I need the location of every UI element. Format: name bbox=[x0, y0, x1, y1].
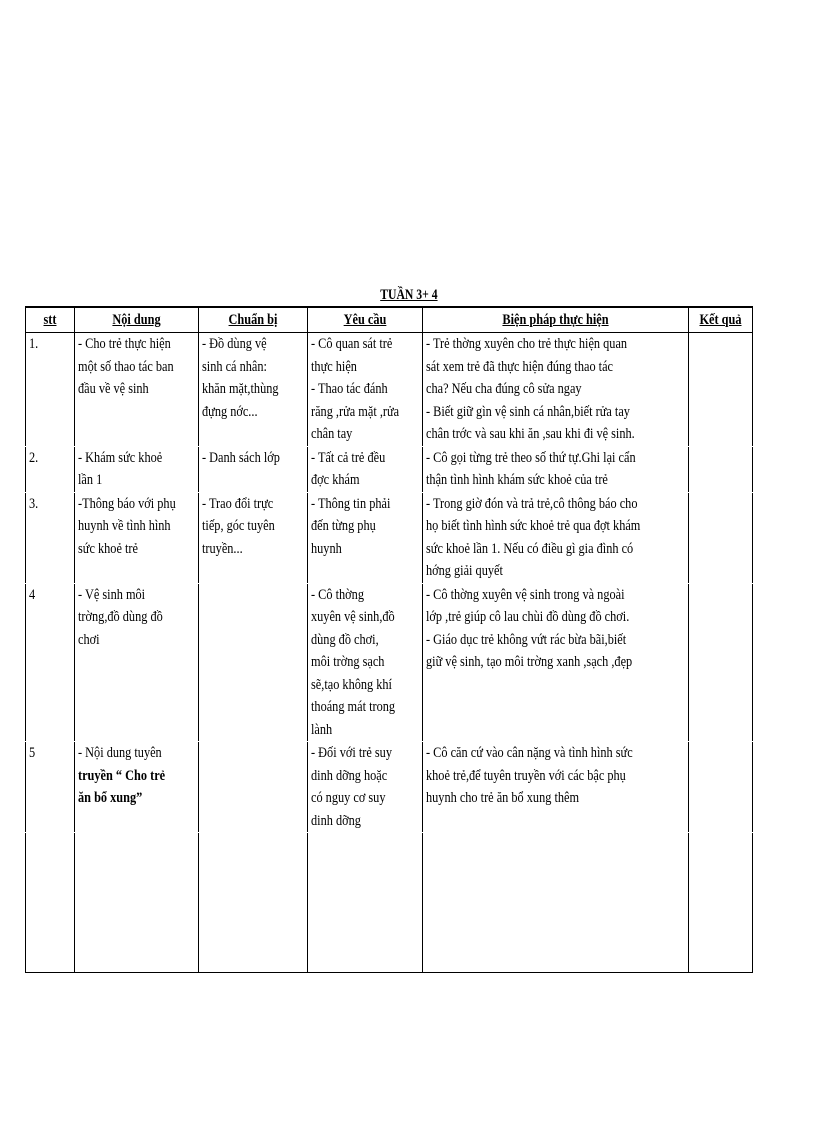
header-stt: stt bbox=[26, 307, 75, 333]
week-title: TUẦN 3+ 4 bbox=[380, 287, 438, 303]
cell-line: chân trớc và sau khi ăn ,sau khi đi vệ sinh. bbox=[426, 426, 635, 442]
cell-line: truyền... bbox=[202, 540, 243, 557]
header-result: Kết quả bbox=[689, 307, 753, 333]
cell-text: 5 bbox=[29, 745, 36, 761]
cell-line: sẽ,tạo không khí bbox=[311, 676, 392, 693]
table-row bbox=[26, 333, 753, 447]
cell-line: sức khoẻ lần 1. Nếu có điều gì gia đình có bbox=[426, 540, 634, 557]
cell-line: thoáng mát trong bbox=[311, 699, 396, 715]
cell-line: dinh dỡng bbox=[311, 812, 361, 829]
cell-result bbox=[689, 583, 753, 742]
cell-line: tiếp, góc tuyên bbox=[202, 518, 275, 534]
cell-line: - Đối với trẻ suy bbox=[311, 745, 392, 761]
cell-requirement bbox=[308, 583, 423, 742]
cell-line: lần 1 bbox=[78, 472, 103, 488]
cell-line: môi trờng sạch bbox=[311, 654, 385, 670]
cell-text: 3. bbox=[29, 495, 39, 512]
cell-stt bbox=[26, 742, 75, 833]
cell-line: - Tất cả trẻ đều bbox=[311, 449, 386, 466]
cell-line: trờng,đồ dùng đồ bbox=[78, 609, 163, 625]
activity-plan-table bbox=[25, 306, 753, 973]
cell-line: huynh cho trẻ ăn bổ xung thêm bbox=[426, 790, 580, 806]
cell-content bbox=[75, 333, 199, 447]
cell-method bbox=[423, 583, 689, 742]
cell-line: chân tay bbox=[311, 426, 353, 442]
cell-line: - Cô quan sát trẻ bbox=[311, 336, 393, 352]
cell-line: thực hiện bbox=[311, 358, 357, 375]
table-row bbox=[26, 583, 753, 742]
cell-prep bbox=[199, 333, 308, 447]
cell-line: huynh bbox=[311, 540, 342, 557]
cell-stt bbox=[26, 333, 75, 447]
cell-line: lành bbox=[311, 721, 333, 738]
cell-prep bbox=[199, 583, 308, 742]
table-row bbox=[26, 446, 753, 492]
cell-line: một số thao tác ban bbox=[78, 358, 174, 375]
cell-stt bbox=[26, 492, 75, 583]
cell-line: có nguy cơ suy bbox=[311, 790, 386, 806]
header-row bbox=[26, 307, 753, 333]
empty-cell bbox=[26, 833, 75, 973]
cell-text: 4 bbox=[29, 586, 36, 603]
table-row bbox=[26, 492, 753, 583]
cell-text: 1. bbox=[29, 336, 39, 352]
cell-text: 2. bbox=[29, 449, 39, 466]
cell-prep bbox=[199, 742, 308, 833]
cell-requirement bbox=[308, 446, 423, 492]
cell-line: - Giáo dục trẻ không vứt rác bừa bãi,biết bbox=[426, 631, 627, 648]
cell-content bbox=[75, 742, 199, 833]
empty-cell bbox=[75, 833, 199, 973]
header-prep: Chuẩn bị bbox=[199, 307, 308, 333]
cell-line: - Thao tác đánh bbox=[311, 381, 388, 397]
cell-content bbox=[75, 446, 199, 492]
cell-line: -Thông báo với phụ bbox=[78, 495, 176, 512]
cell-line: - Vệ sinh môi bbox=[78, 586, 146, 603]
cell-line: hớng giải quyết bbox=[426, 563, 503, 579]
cell-line: dùng đồ chơi, bbox=[311, 631, 379, 648]
cell-line: dinh dỡng hoặc bbox=[311, 767, 388, 784]
cell-line: - Đồ dùng vệ bbox=[202, 336, 267, 352]
empty-cell bbox=[308, 833, 423, 973]
cell-line: - Cô căn cứ vào cân nặng và tình hình sức bbox=[426, 745, 633, 761]
cell-requirement bbox=[308, 742, 423, 833]
cell-line: - Cô thờng xuyên vệ sinh trong và ngoài bbox=[426, 586, 625, 603]
cell-line: sức khoẻ trẻ bbox=[78, 540, 138, 557]
cell-method bbox=[423, 333, 689, 447]
cell-line: - Cô thờng bbox=[311, 586, 364, 603]
cell-method bbox=[423, 446, 689, 492]
cell-line: đợc khám bbox=[311, 472, 360, 488]
cell-requirement bbox=[308, 333, 423, 447]
cell-prep bbox=[199, 446, 308, 492]
cell-line: giữ vệ sinh, tạo môi trờng xanh ,sạch ,đẹp bbox=[426, 654, 633, 670]
cell-stt bbox=[26, 446, 75, 492]
cell-line: đựng nớc... bbox=[202, 403, 258, 420]
cell-line: sát xem trẻ đã thực hiện đúng thao tác bbox=[426, 358, 614, 375]
header-content: Nội dung bbox=[75, 307, 199, 333]
cell-line: ăn bổ xung” bbox=[78, 790, 143, 806]
empty-cell bbox=[689, 833, 753, 973]
empty-cell bbox=[423, 833, 689, 973]
cell-line: - Cho trẻ thực hiện bbox=[78, 336, 171, 352]
cell-line: đến từng phụ bbox=[311, 518, 376, 534]
cell-method bbox=[423, 492, 689, 583]
cell-result bbox=[689, 333, 753, 447]
cell-requirement bbox=[308, 492, 423, 583]
cell-line: sinh cá nhân: bbox=[202, 358, 267, 375]
cell-line: huynh về tình hình bbox=[78, 518, 171, 534]
cell-line: họ biết tình hình sức khoẻ trẻ qua đợt khám bbox=[426, 518, 641, 534]
table-row bbox=[26, 742, 753, 833]
cell-line: - Trong giờ đón và trả trẻ,cô thông báo cho bbox=[426, 495, 638, 512]
cell-line: xuyên vệ sinh,đồ bbox=[311, 609, 395, 625]
cell-line: truyền “ Cho trẻ bbox=[78, 767, 166, 784]
cell-line: đầu về vệ sinh bbox=[78, 381, 149, 397]
cell-line: - Biết giữ gìn vệ sinh cá nhân,biết rửa tay bbox=[426, 403, 630, 420]
cell-line: - Danh sách lớp bbox=[202, 449, 280, 466]
cell-line: răng ,rửa mặt ,rửa bbox=[311, 403, 400, 420]
cell-line: lớp ,trẻ giúp cô lau chùi đồ dùng đồ chơi. bbox=[426, 609, 630, 625]
empty-cell bbox=[199, 833, 308, 973]
cell-content bbox=[75, 492, 199, 583]
cell-content bbox=[75, 583, 199, 742]
cell-result bbox=[689, 446, 753, 492]
cell-line: - Trao đổi trực bbox=[202, 495, 274, 512]
cell-line: cha? Nếu cha đúng cô sửa ngay bbox=[426, 381, 582, 397]
cell-line: thận tình hình khám sức khoẻ của trẻ bbox=[426, 472, 608, 488]
cell-line: khăn mặt,thùng bbox=[202, 381, 279, 397]
cell-result bbox=[689, 742, 753, 833]
header-requirement: Yêu cầu bbox=[308, 307, 423, 333]
cell-prep bbox=[199, 492, 308, 583]
cell-line: - Nội dung tuyên bbox=[78, 745, 162, 761]
cell-method bbox=[423, 742, 689, 833]
cell-result bbox=[689, 492, 753, 583]
cell-line: chơi bbox=[78, 631, 100, 648]
cell-stt bbox=[26, 583, 75, 742]
cell-line: - Thông tin phải bbox=[311, 495, 391, 512]
spacer-row bbox=[26, 833, 753, 973]
cell-line: - Cô gọi từng trẻ theo số thứ tự.Ghi lại cẩn bbox=[426, 449, 636, 466]
cell-line: khoẻ trẻ,để tuyên truyền với các bậc phụ bbox=[426, 767, 626, 784]
header-method: Biện pháp thực hiện bbox=[423, 307, 689, 333]
cell-line: - Khám sức khoẻ bbox=[78, 449, 163, 466]
cell-line: - Trẻ thờng xuyên cho trẻ thực hiện quan bbox=[426, 336, 628, 352]
